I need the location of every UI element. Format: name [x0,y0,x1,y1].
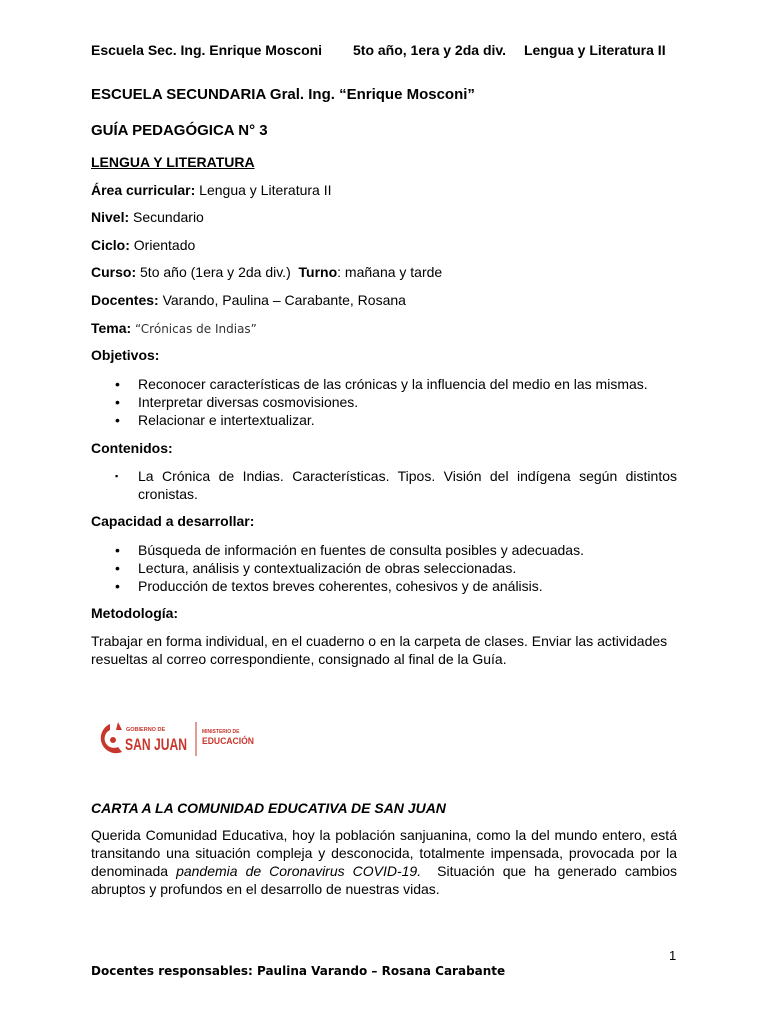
objetivos-title: Objetivos: [91,347,160,363]
bullet-icon: • [115,412,120,428]
gobierno-san-juan-logo [96,716,258,762]
field-turno-value: : mañana y tarde [337,264,443,280]
list-item: • Reconocer características de las crónicas y la influencia del medio en las mismas. [115,376,648,392]
bullet-icon: • [115,376,120,392]
page-number: 1 [669,948,677,963]
field-curso [91,263,442,281]
logo-san-juan-text: SAN JUAN [125,735,187,754]
field-ciclo-value: Orientado [129,237,196,253]
square-bullet-icon: ▪ [115,471,119,481]
field-nivel-label: Nivel: [91,209,130,225]
field-docentes-label: Docentes: [91,292,159,308]
field-area-label: Área curricular: [91,182,196,198]
list-item: • Interpretar diversas cosmovisiones. [115,394,359,410]
header-subject: Lengua y Literatura II [524,42,666,58]
bullet-icon: • [115,560,120,576]
field-nivel [91,208,204,226]
logo-educacion-text: EDUCACIÓN [202,736,257,746]
field-area-value: Lengua y Literatura II [195,182,332,198]
footer-responsables: Docentes responsables: Paulina Varando – Rosana Carabante [91,964,506,978]
list-item: • Búsqueda de información en fuentes de consulta posibles y adecuadas. [115,542,584,558]
list-item: • Relacionar e intertextualizar. [115,412,315,428]
field-ciclo-label: Ciclo: [91,237,130,253]
carta-paragraph: Querida Comunidad Educativa, hoy la población sanjuanina, como la del mundo entero, está transitando una situación compleja y desconocida, totalmente impensada, provocada por la denominada pandemia de Coronavirus COVID-19. Situación que ha generado cambios abruptos y profundos en el desarrollo de nuestras vidas. [91,827,681,897]
list-item: ▪ La Crónica de Indias. Características. Tipos. Visión del indígena según distintos cronistas. [115,468,677,502]
capacidad-list [91,541,677,595]
carta-emphasis: pandemia de Coronavirus COVID-19. [176,863,422,879]
field-docentes-value: Varando, Paulina – Carabante, Rosana [158,292,406,308]
emblem-icon [101,722,122,753]
logo-gobierno-text: GOBIERNO DE [126,727,166,733]
bullet-icon: • [115,394,120,410]
field-docentes [91,291,406,309]
field-tema-label: Tema: [91,320,132,336]
carta-title: CARTA A LA COMUNIDAD EDUCATIVA DE SAN JUAN [91,800,446,816]
logo-ministerio-text: MINISTERIO DE [202,729,240,735]
metodologia-text: Trabajar en forma individual, en el cuaderno o en la carpeta de clases. Enviar las actividades resueltas al correo correspondiente, consignado al final de la Guía. [91,633,668,667]
field-curso-label: Curso: [91,264,137,280]
logo-graphic [96,716,258,762]
contenidos-title: Contenidos: [91,440,173,456]
field-nivel-value: Secundario [129,209,204,225]
list-item: • Lectura, análisis y contextualización de obras seleccionadas. [115,560,517,576]
school-title: ESCUELA SECUNDARIA Gral. Ing. “Enrique Mosconi” [91,86,475,103]
field-tema-value: “Crónicas de Indias” [131,322,257,336]
header-course: 5to año, 1era y 2da div. [353,42,507,58]
bullet-icon: • [115,542,120,558]
guide-title: GUÍA PEDAGÓGICA N° 3 [91,122,268,139]
bullet-icon: • [115,578,120,594]
header-school: Escuela Sec. Ing. Enrique Mosconi [91,42,323,58]
capacidad-title: Capacidad a desarrollar: [91,513,255,529]
field-curso-value: 5to año (1era y 2da div.) [136,264,299,280]
contenidos-list [91,467,677,503]
metodologia-title: Metodología: [91,605,179,621]
objetivos-list [91,375,677,429]
list-item: • Producción de textos breves coherentes, cohesivos y de análisis. [115,578,543,594]
field-area [91,181,331,199]
field-ciclo [91,236,195,254]
subject-title: LENGUA Y LITERATURA [91,154,255,170]
field-tema [91,319,257,338]
field-turno-label: Turno [298,264,338,280]
